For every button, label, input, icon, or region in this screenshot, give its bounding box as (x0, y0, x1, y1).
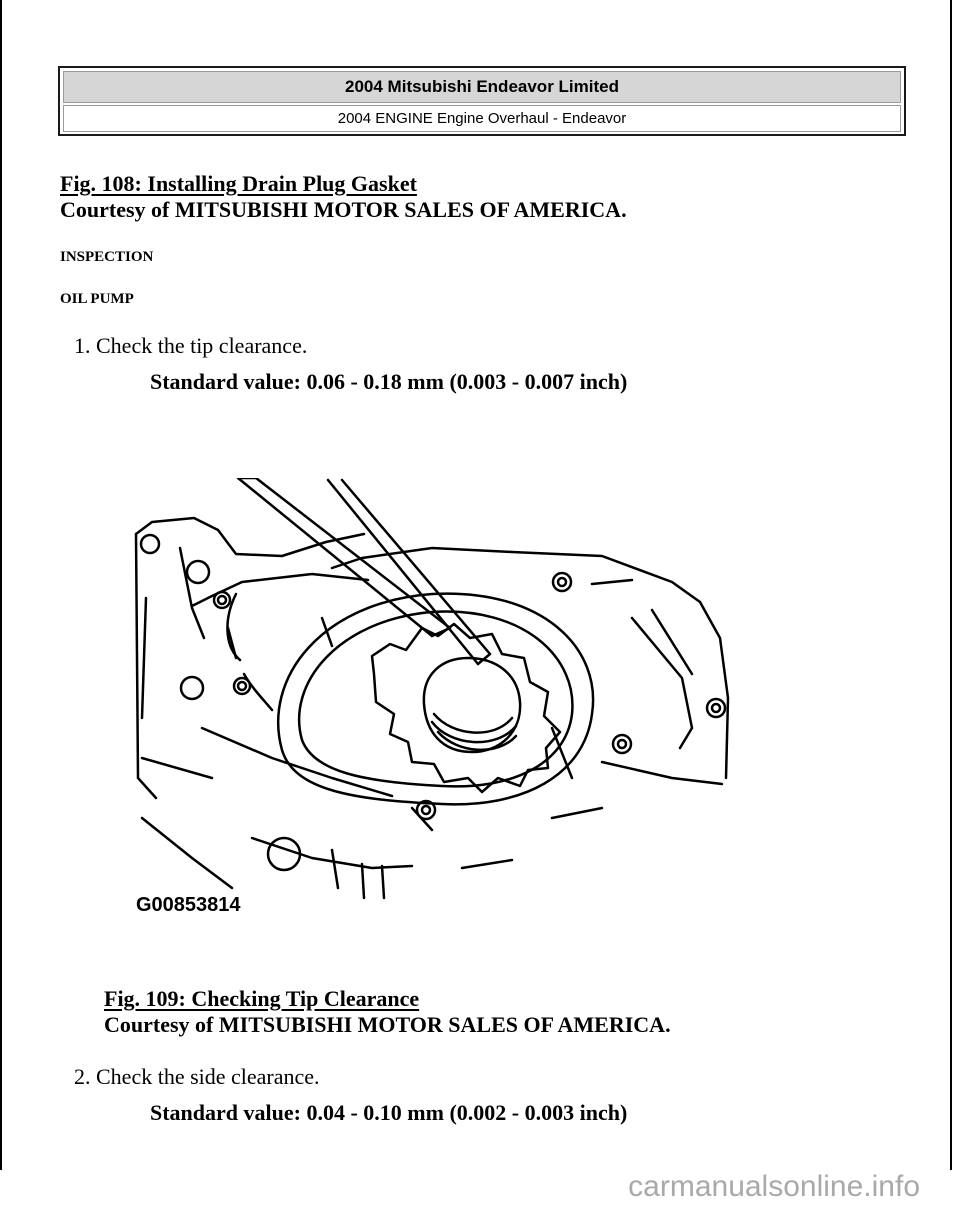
header-subtitle: 2004 ENGINE Engine Overhaul - Endeavor (63, 105, 901, 132)
footer-watermark: carmanualsonline.info (628, 1170, 920, 1203)
section-oil-pump: OIL PUMP (60, 291, 134, 307)
step-1-text: Check the tip clearance. (96, 333, 308, 358)
fig109-caption (104, 986, 671, 1038)
oil-pump-illustration (132, 478, 732, 918)
step-1-standard: Standard value: 0.06 - 0.18 mm (0.003 - 0.007 inch) (150, 369, 628, 394)
fig109-courtesy: Courtesy of MITSUBISHI MOTOR SALES OF AMERICA. (104, 1012, 671, 1037)
step-2 (74, 1064, 320, 1090)
page-border-right (950, 0, 952, 1170)
figure-code: G00853814 (136, 894, 241, 916)
section-inspection: INSPECTION (60, 249, 154, 265)
step-1 (74, 333, 307, 359)
step-1-number: 1. (74, 333, 91, 358)
fig108-title[interactable]: Fig. 108: Installing Drain Plug Gasket (60, 171, 417, 196)
step-2-text: Check the side clearance. (96, 1064, 320, 1089)
page-border-left (0, 0, 2, 1170)
header-title: 2004 Mitsubishi Endeavor Limited (63, 71, 901, 103)
document-header (58, 66, 906, 136)
step-2-standard: Standard value: 0.04 - 0.10 mm (0.002 - 0.003 inch) (150, 1100, 628, 1125)
fig109-title[interactable]: Fig. 109: Checking Tip Clearance (104, 986, 420, 1011)
step-2-number: 2. (74, 1064, 91, 1089)
fig108-courtesy: Courtesy of MITSUBISHI MOTOR SALES OF AMERICA. (60, 197, 627, 222)
fig108-caption (60, 171, 627, 223)
